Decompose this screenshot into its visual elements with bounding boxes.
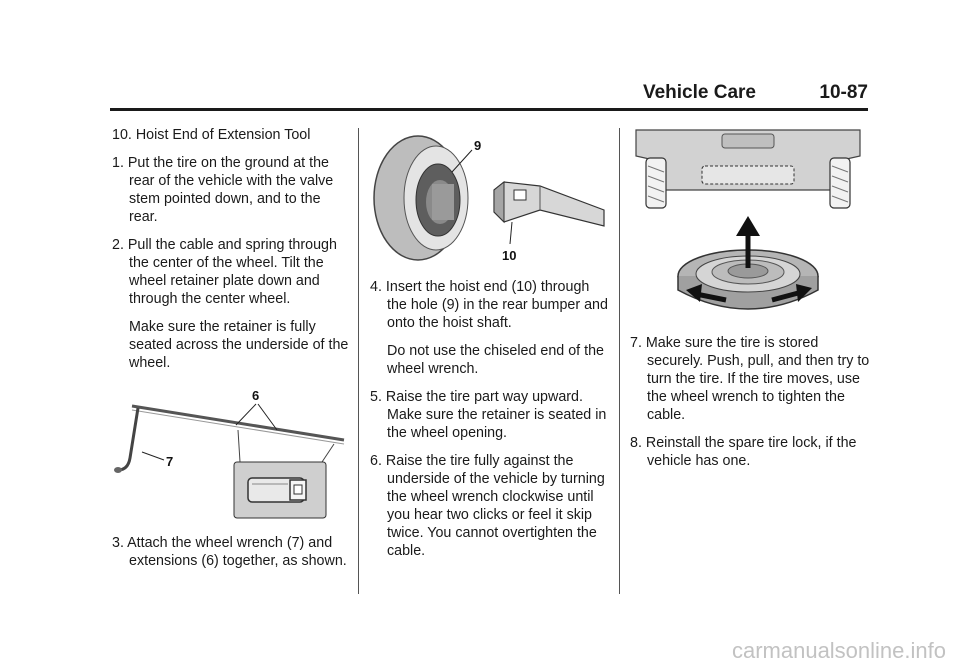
column-divider-right: [619, 128, 620, 594]
step-5: 5. Raise the tire part way upward. Make sure the retainer is seated in the wheel opening.: [370, 389, 607, 441]
hoist-insertion-illustration: [364, 128, 608, 268]
wrench-extension-illustration: [112, 388, 352, 520]
step-7: 7. Make sure the tire is stored securely. Push, pull, and then try to turn the tire. If the tire moves, use the wheel wrench to tighten the cable.: [630, 335, 870, 423]
column-2: [370, 124, 610, 570]
callout-6: 6: [252, 388, 260, 403]
callout-10: 10: [502, 248, 517, 263]
step-4-note: Do not use the chiseled end of the wheel wrench.: [387, 343, 604, 377]
step-2: 2. Pull the cable and spring through the center of the wheel. Tilt the wheel retainer plate down and through the center wheel.: [112, 237, 337, 307]
stored-spare-tire-illustration: [634, 128, 862, 318]
callout-7: 7: [166, 454, 174, 469]
column-3: [630, 124, 870, 480]
column-divider-left: [358, 128, 359, 594]
step-8: 8. Reinstall the spare tire lock, if the vehicle has one.: [630, 435, 857, 469]
callout-9: 9: [474, 138, 482, 153]
page-header: [110, 78, 868, 111]
page-number: 10-87: [819, 82, 868, 103]
step-1: 1. Put the tire on the ground at the rear of the vehicle with the valve stem pointed down, and to the rear.: [112, 155, 334, 225]
section-title: Vehicle Care: [642, 82, 756, 103]
step-4: 4. Insert the hoist end (10) through the hole (9) in the rear bumper and onto the hoist shaft.: [370, 279, 608, 331]
column-1: [112, 126, 352, 580]
figure-legend-10: 10. Hoist End of Extension Tool: [112, 127, 311, 143]
step-6: 6. Raise the tire fully against the underside of the vehicle by turning the wheel wrench clockwise until you hear two clicks or feel it skip twice. You cannot overtighten the cable.: [370, 453, 605, 559]
watermark: carmanualsonline.info: [731, 638, 946, 663]
step-2-note: Make sure the retainer is fully seated across the underside of the wheel.: [129, 319, 349, 371]
step-3: 3. Attach the wheel wrench (7) and extensions (6) together, as shown.: [112, 535, 347, 569]
